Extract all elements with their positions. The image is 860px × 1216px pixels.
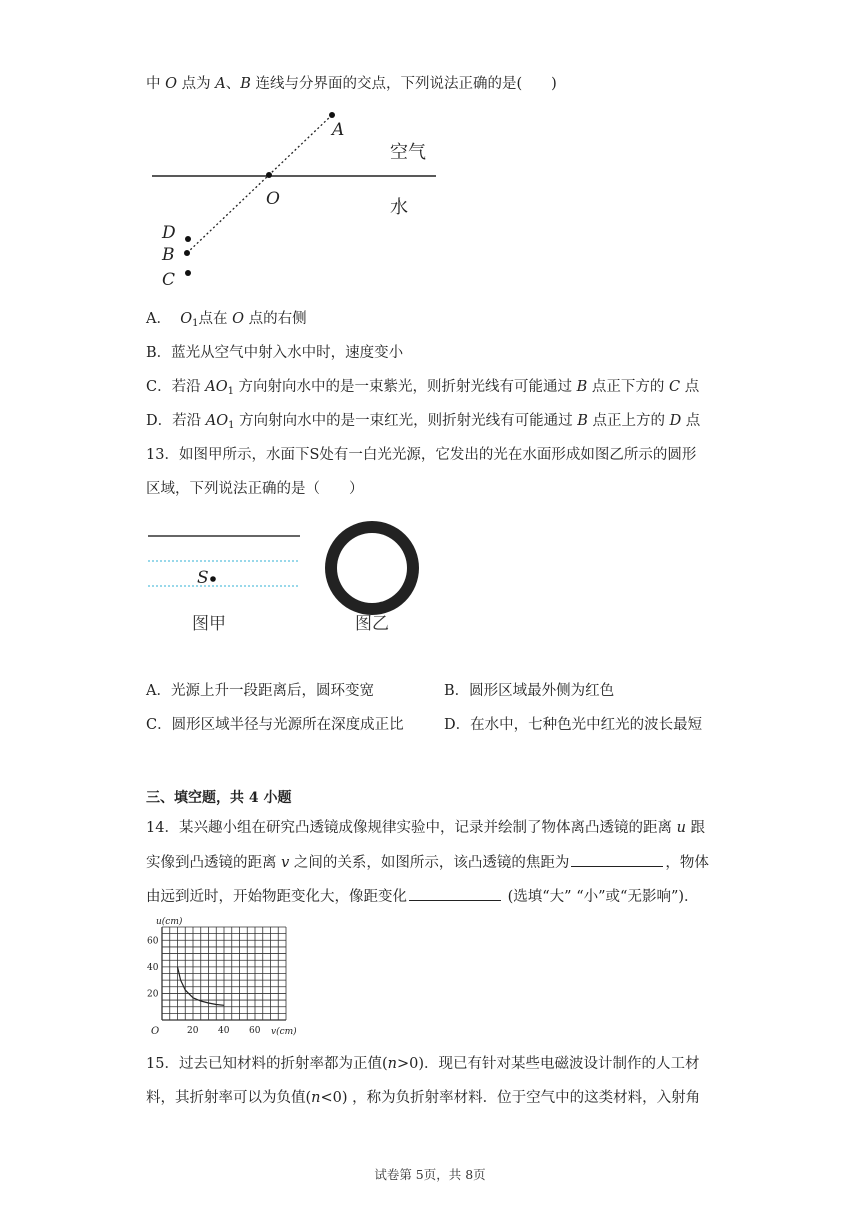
point-b: B <box>577 413 588 429</box>
point-d: D <box>669 413 682 429</box>
label-c: C <box>162 270 176 290</box>
y-tick-label: 60 <box>147 936 159 947</box>
var-u: u <box>676 820 686 836</box>
light-source-dot <box>210 576 216 582</box>
q12-option-d <box>146 411 700 436</box>
q12-stem-tail <box>146 74 557 94</box>
answer-blank-2[interactable] <box>409 886 501 901</box>
subscript: 1 <box>228 420 235 431</box>
q14-line2 <box>146 852 709 873</box>
q15-line2 <box>146 1088 700 1108</box>
origin-label: O <box>151 1026 160 1037</box>
q14-line3 <box>146 886 699 907</box>
answer-blank-1[interactable] <box>571 852 663 867</box>
caption-jia: 图甲 <box>192 614 226 634</box>
point-a-dot <box>329 112 335 118</box>
text: 中 <box>146 76 166 92</box>
label-air: 空气 <box>390 142 426 163</box>
q13-option-a: A．光源上升一段距离后，圆环变宽 <box>146 683 374 699</box>
text: 15．过去已知材料的折射率都为正值( <box>146 1056 388 1072</box>
ray-ao: AO <box>205 413 229 429</box>
q13-figures <box>140 515 440 645</box>
caption-yi: 图乙 <box>355 614 389 634</box>
text: 点 <box>680 379 700 395</box>
text: 点的右侧 <box>243 311 307 327</box>
uv-chart <box>140 910 310 1040</box>
q13-option-d: D．在水中，七种色光中红光的波长最短 <box>444 717 703 733</box>
ab-dotted-line <box>187 115 332 253</box>
ticks <box>147 936 261 1036</box>
var-v: v <box>281 855 290 871</box>
ring-inner <box>337 533 407 603</box>
text: <0) ，称为负折射率材料．位于空气中的这类材料，入射角 <box>320 1090 701 1106</box>
grid <box>162 927 286 1020</box>
point-o-dot <box>266 172 272 178</box>
y-tick-label: 40 <box>147 962 159 973</box>
point-c: C <box>669 379 681 395</box>
ray-ao: AO <box>205 379 228 395</box>
x-tick-label: 60 <box>249 1026 261 1036</box>
section-heading: 三、填空题，共 4 小题 <box>146 790 292 806</box>
text: 跟 <box>685 820 706 836</box>
refraction-diagram <box>140 100 450 300</box>
q14-line1 <box>146 818 705 838</box>
text: 点正上方的 <box>587 413 670 429</box>
point-b-dot <box>184 250 190 256</box>
q12-option-b: B．蓝光从空气中射入水中时，速度变小 <box>146 345 404 361</box>
point-o: O <box>165 76 177 92</box>
text: 方向射向水中的是一束红光，则折射光线有可能通过 <box>234 413 578 429</box>
subscript: 1 <box>227 386 234 397</box>
q13-option-c: C．圆形区域半径与光源所在深度成正比 <box>146 717 404 733</box>
q15-line1 <box>146 1054 699 1074</box>
text: 料，其折射率可以为负值( <box>146 1090 312 1106</box>
point-o1: O <box>180 311 193 327</box>
q12-option-a <box>146 309 307 334</box>
label-b: B <box>162 245 175 265</box>
text: C．若沿 <box>146 379 206 395</box>
y-axis-label: u(cm) <box>156 917 183 927</box>
text: ，物体 <box>665 855 709 871</box>
label-water: 水 <box>390 197 408 218</box>
x-tick-label: 40 <box>218 1026 230 1036</box>
point-c-dot <box>185 270 191 276</box>
point-b: B <box>576 379 588 395</box>
text: 点在 <box>198 311 233 327</box>
q13-stem-line1: 13．如图甲所示，水面下S处有一白光光源，它发出的光在水面形成如图乙所示的圆形 <box>146 447 697 463</box>
var-n: n <box>311 1090 321 1106</box>
text: 14．某兴趣小组在研究凸透镜成像规律实验中，记录并绘制了物体离凸透镜的距离 <box>146 820 677 836</box>
text: 方向射向水中的是一束紫光，则折射光线有可能通过 <box>233 379 577 395</box>
x-tick-label: 20 <box>187 1026 199 1036</box>
var-n: n <box>387 1056 397 1072</box>
text: 点为 <box>177 76 216 92</box>
x-axis-label: v(cm) <box>271 1027 297 1037</box>
page-footer: 试卷第 5页，共 8页 <box>374 1167 486 1182</box>
text: A． <box>146 311 171 327</box>
q12-option-c <box>146 377 699 402</box>
y-tick-label: 20 <box>147 989 159 1000</box>
q13-option-b: B．圆形区域最外侧为红色 <box>444 683 615 699</box>
point-d-dot <box>185 236 191 242</box>
text: 实像到凸透镜的距离 <box>146 855 282 871</box>
label-d: D <box>162 223 176 243</box>
text: 点 <box>681 413 701 429</box>
text: (选填“大” “小”或“无影响”)． <box>503 889 699 905</box>
label-a: A <box>332 120 345 140</box>
point-a: A <box>215 76 226 92</box>
text: 、 <box>225 76 241 92</box>
text: 连线与分界面的交点，下列说法正确的是( ) <box>250 76 557 92</box>
point-b: B <box>240 76 251 92</box>
point-o: O <box>232 311 244 327</box>
text: 由远到近时，开始物距变化大，像距变化 <box>146 889 407 905</box>
label-s: S <box>197 568 209 588</box>
text: >0)．现已有针对某些电磁波设计制作的人工材 <box>396 1056 700 1072</box>
q13-stem-line2: 区域，下列说法正确的是（ ） <box>146 481 364 497</box>
subscript: 1 <box>192 318 199 329</box>
text: 点正下方的 <box>587 379 670 395</box>
text: D．若沿 <box>146 413 206 429</box>
label-o: O <box>266 189 280 209</box>
text: 之间的关系，如图所示，该凸透镜的焦距为 <box>289 855 570 871</box>
